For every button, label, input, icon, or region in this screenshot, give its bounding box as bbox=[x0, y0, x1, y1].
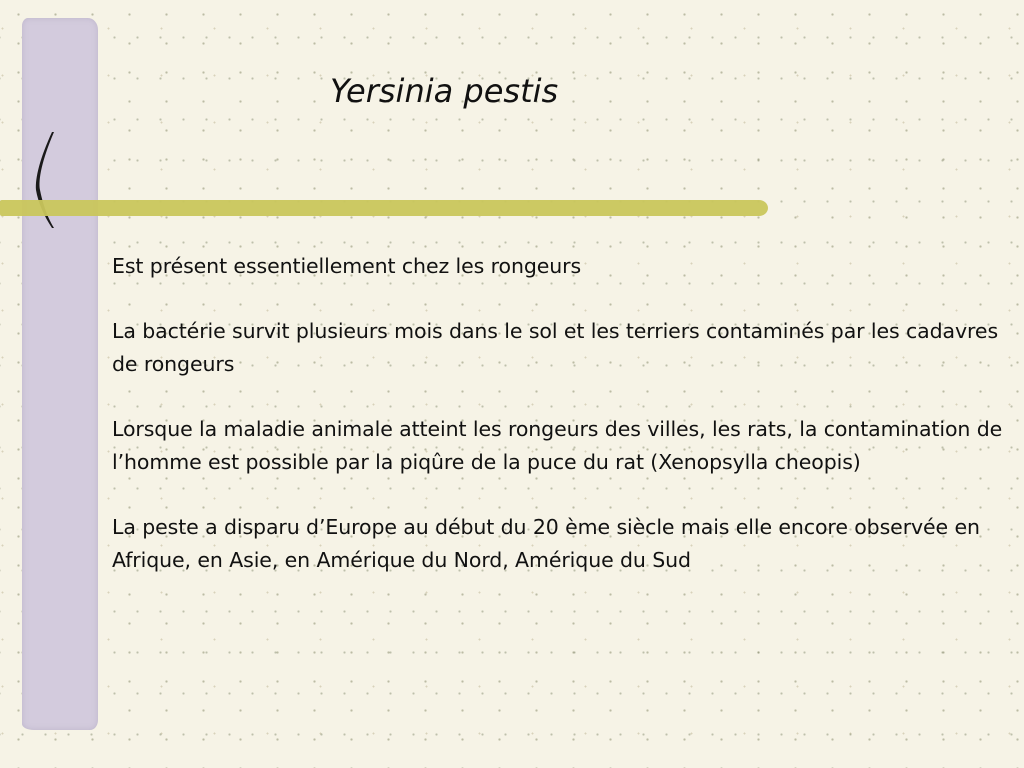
left-decorative-band bbox=[22, 18, 98, 730]
paragraph-rodents: Est présent essentiellement chez les rongeurs bbox=[112, 254, 582, 278]
slide-title: Yersinia pestis bbox=[330, 72, 559, 110]
paragraph-distribution: La peste a disparu d’Europe au début du 20 ème siècle mais elle encore observée en Afrique, en Asie, en Amérique du Nord, Amérique du Sud bbox=[112, 515, 980, 572]
paragraph-soil-survival: La bactérie survit plusieurs mois dans le sol et les terriers contaminés par les cadavres de rongeurs bbox=[112, 319, 999, 376]
paragraph-transmission: Lorsque la maladie animale atteint les rongeurs des villes, les rats, la contamination de l’homme est possible par la piqûre de la puce du rat (Xenopsylla cheopis) bbox=[112, 417, 1003, 474]
title-underline-rule bbox=[0, 200, 768, 216]
slide-body bbox=[112, 250, 1012, 609]
